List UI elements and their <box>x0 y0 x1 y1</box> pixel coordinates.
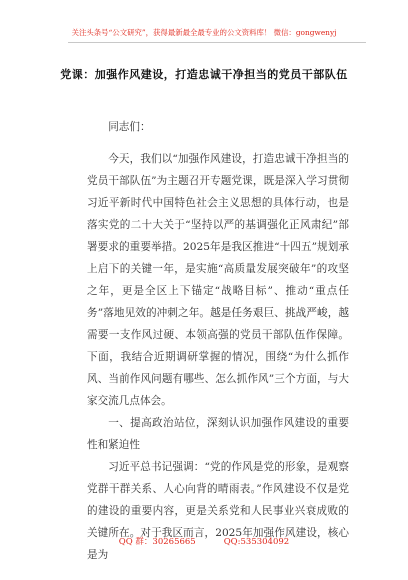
header-banner: 关注头条号“公文研究”，获得最新最全最专业的公文资料库！ 微信：gongwenyj <box>71 28 337 37</box>
document-title: 党课：加强作风建设，打造忠诚干净担当的党员干部队伍 <box>60 68 348 81</box>
greeting: 同志们： <box>108 121 151 133</box>
footer-qq: QQ:535304092 <box>223 537 290 547</box>
body-paragraph: 今天，我们以“加强作风建设，打造忠诚干净担当的党员干部队伍”为主题召开专题党课，既是深入学习贯彻习近平新时代中国特色社会主义思想的具体行动，也是落实党的二十大关于“坚持以严的基调强化正风肃纪”部署要求的重要举措。2025年是我区推进“十四五”规划承上启下的关键一年，是实施“高质量发展突破年”的攻坚之年，更是全区上下锚定“战略目标”、推动“重点任务”落地见效的冲刺之年。越是任务艰巨、挑战严峻，越需要一支作风过硬、本领高强的党员干部队伍作保障。下面，我结合近期调研掌握的情况，围绕“为什么抓作风、当前作风问题有哪些、怎么抓作风”三个方面，与大家交流几点体会。 <box>87 153 349 407</box>
document-body <box>87 116 349 566</box>
header-divider <box>68 42 366 43</box>
footer-contact <box>0 535 408 547</box>
body-paragraph: 习近平总书记强调：“党的作风是党的形象，是观察党群干群关系、人心向背的晴雨表。”作风建设不仅是党的建设的重要内容，更是关系党和人民事业兴衰成败的关键所在。对于我区而言，2025年加强作风建设，核心是为 <box>87 461 349 561</box>
section-heading: 一、提高政治站位，深刻认识加强作风建设的重要性和紧迫性 <box>87 417 349 451</box>
footer-qq-group: QQ 群：30265665 <box>118 537 196 547</box>
